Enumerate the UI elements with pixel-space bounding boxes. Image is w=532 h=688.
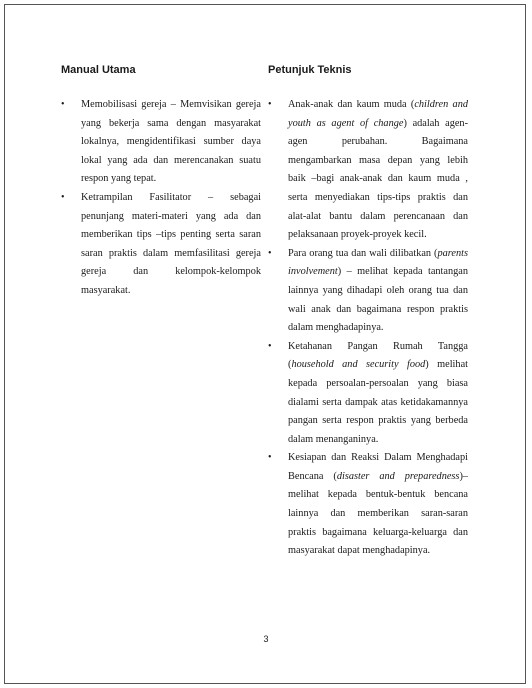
bullet-icon: • — [61, 99, 65, 110]
list-item — [61, 189, 261, 301]
bullet-icon: • — [268, 452, 272, 464]
list-item — [268, 245, 468, 338]
list-item-text: Para orang tua dan wali dilibatkan (parents involvement) – melihat kepada tantangan lainnya yang dihadapi oleh orang tua dan wali anak dan bagaimana respon praktis dalam menghadapinya. — [288, 247, 468, 334]
list-item — [61, 96, 261, 189]
list-item — [268, 449, 468, 561]
right-heading: Petunjuk Teknis — [268, 64, 352, 76]
page-number: 3 — [263, 634, 269, 644]
bullet-icon: • — [268, 340, 272, 352]
right-list — [268, 96, 468, 561]
list-item-text: Memobilisasi gereja – Memvisikan gereja yang bekerja sama dengan masyarakat lokalnya, mengidentifikasi sumber daya lokal yang ada dan merencanakan suatu respon yang tepat. — [81, 99, 261, 185]
list-item — [268, 338, 468, 450]
left-list — [61, 96, 261, 301]
list-item-text: Kesiapan dan Reaksi Dalam Menghadapi Bencana (disaster and preparedness)– melihat kepada bentuk-bentuk bencana lainnya dan memberikan saran-saran praktis bagaimana keluarga-keluarga dan masyarakat dapat menghadapinya. — [288, 452, 469, 557]
bullet-icon: • — [61, 191, 65, 203]
list-item-text: Ketahanan Pangan Rumah Tangga (household and security food) melihat kepada persoalan-persoalan yang biasa dialami serta dampak atas ketidakamannya pangan serta respon praktis yang berbeda dalam menanganinya. — [288, 340, 468, 445]
left-heading: Manual Utama — [61, 64, 136, 76]
bullet-icon: • — [268, 247, 272, 259]
list-item-text: Ketrampilan Fasilitator – sebagai penunjang materi-materi yang ada dan memberikan tips –tips penting serta saran saran praktis dalam memfasilitasi gereja gereja dan kelompok-kelompok masyarakat. — [81, 191, 261, 296]
list-item-text: Anak-anak dan kaum muda (children and youth as agent of change) adalah agen-agen perubahan. Bagaimana mengambarkan masa depan yang lebih baik –bagi anak-anak dan kaum muda , serta menyediakan tips-tips praktis dan alat-alat bantu dalam perencanaan dan pelaksanaan proyek-proyek kecil. — [288, 99, 469, 241]
list-item — [268, 96, 468, 245]
bullet-icon: • — [268, 99, 272, 110]
